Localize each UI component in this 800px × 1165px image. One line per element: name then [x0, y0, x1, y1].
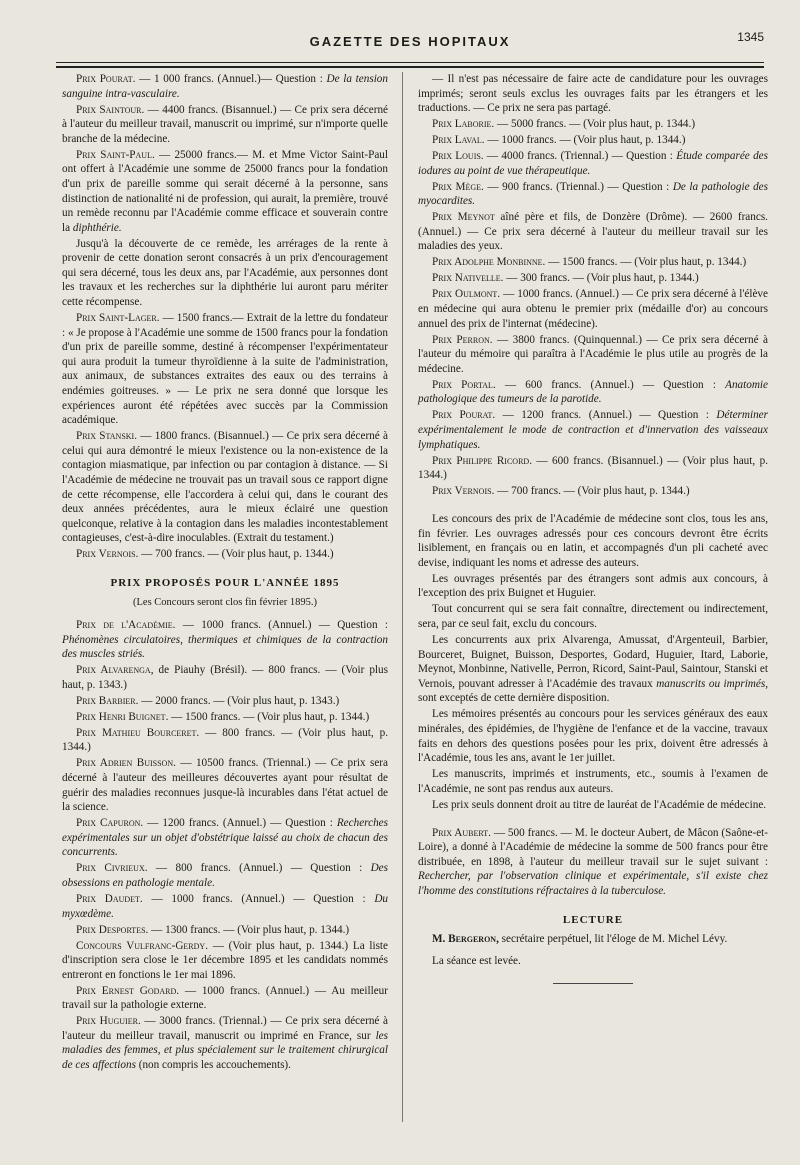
paragraph-prix-pourat: Prix Pourat. — 1 000 francs. (Annuel.)— Question : De la tension sanguine intra-vasculaire. — [62, 73, 388, 100]
paragraph-prix-aubert: Prix Aubert. — 500 francs. — M. le docteur Aubert, de Mâcon (Saône-et-Loire), a donné à l'Académie de médecine la somme de 500 francs pour être distribuée, en 1898, à l'auteur du meilleur travail sur le sujet suivant : Rechercher, par l'observation clinique et expérimentale, s'il existe chez l'homme des constitutions réfractaires à la tuberculose. — [418, 826, 769, 898]
paragraph-prix-portal: Prix Portal. — 600 francs. (Annuel.) — Question : Anatomie pathologique des tumeurs de la parotide. — [418, 378, 768, 406]
paragraph-closing: La séance est levée. — [432, 955, 521, 968]
section-subtitle: (Les Concours seront clos fin février 1895.) — [133, 596, 317, 608]
paragraph-prix-perron: Prix Perron. — 3800 francs. (Quinquennal.) — Ce prix sera décerné à l'auteur du mémoire qui paraîtra à l'Académie le plus utile au progrès de la médecine. — [418, 333, 768, 375]
paragraph-prix-oulmont: Prix Oulmont. — 1000 francs. (Annuel.) — Ce prix sera décerné à l'élève en médecine qui aura obtenu le premier prix (médaille d'or) au concours annuel des prix de l'internat (médecine). — [418, 288, 768, 330]
page-number: 1345 — [737, 30, 764, 44]
paragraph-prix-saintour: Prix Saintour. — 4400 francs. (Bisannuel.) — Ce prix sera décerné à l'auteur du meilleur travail, manuscrit ou imprimé, sur n'importe quelle branche de la médecine. — [62, 103, 388, 145]
paragraph-prix-mege: Prix Mège. — 900 francs. (Triennal.) — Question : De la pathologie des myocardites. — [418, 180, 769, 208]
paragraph-lecture: M. Bergeron, secrétaire perpétuel, lit l'éloge de M. Michel Lévy. — [432, 933, 728, 946]
paragraph-prix-capuron: Prix Capuron. — 1200 francs. (Annuel.) — Question : Recherches expérimentales sur un objet d'obstétrique laissé au choix de chacun des concurrents. — [62, 817, 388, 859]
page-header — [56, 30, 764, 56]
paragraph-manuscrits: Les manuscrits, imprimés et instruments, etc., soumis à l'examen de l'Académie, ne sont pas rendus aux auteurs. — [418, 768, 768, 795]
paragraph-prix-ricord: Prix Philippe Ricord. — 600 francs. (Bisannuel.) — (Voir plus haut, p. 1344.) — [418, 454, 768, 482]
spacer — [418, 814, 768, 826]
paragraph-prix-buignet: Prix Henri Buignet. — 1500 francs. — (Voir plus haut, p. 1344.) — [76, 710, 370, 723]
column-divider — [402, 72, 403, 1122]
paragraph-prix-laborie: Prix Laborie. — 5000 francs. — (Voir plus haut, p. 1344.) — [432, 118, 696, 131]
left-column — [62, 72, 388, 1074]
paragraph-prix-saint-paul: Prix Saint-Paul. — 25000 francs.— M. et Mme Victor Saint-Paul ont offert à l'Académie une somme de 25000 francs pour la fondation d'un prix de pareille somme qui serait décerné à la personne, sans distinction de nationalité ni de profession, qui aurait, la première, trouvé un remède reconnu par l'Académie comme efficace et souverain contre la diphthérie. — [62, 148, 388, 234]
right-column — [418, 72, 768, 984]
paragraph-concours-gerdy: Concours Vulfranc-Gerdy. — (Voir plus haut, p. 1344.) La liste d'inscription sera close le 1er décembre 1895 et les candidats nommés entreront en fonctions le 1er mai 1896. — [62, 939, 388, 981]
header-rule — [56, 62, 764, 63]
lecture-title: LECTURE — [562, 913, 624, 926]
end-rule — [553, 983, 633, 984]
paragraph-prix-saint-lager: Prix Saint-Lager. — 1500 francs.— Extrait de la lettre du fondateur : « Je propose à l'Académie une somme de 1500 francs pour la fondation d'un prix de pareille somme, destiné à récompenser l'expérimentateur qui aura produit la tumeur thyroïdienne à la suite de l'administration, aux animaux, de substances extraites des eaux ou des terrains à endémies goitreuses. » — Le prix ne sera donné que lorsque les expériences auront été répétées avec succès par la Commission académique. — [62, 312, 388, 427]
paragraph-prix-huguier: Prix Huguier. — 3000 francs. (Triennal.) — Ce prix sera décerné à l'auteur du meilleur travail, manuscrit ou imprimé en France, sur les maladies des femmes, et plus spécialement sur le traitement chirurgical de ces affections (non compris les accouchements). — [62, 1015, 388, 1072]
paragraph-prix-meynot: Prix Meynot aîné père et fils, de Donzère (Drôme). — 2600 francs. (Annuel.) — Ce prix sera décerné à l'auteur du meilleur travail sur les maladies des yeux. — [418, 211, 768, 253]
paragraph-exceptions: Les concurrents aux prix Alvarenga, Amussat, d'Argenteuil, Barbier, Bourceret, Buignet, Buisson, Desportes, Godard, Huguier, Itard, Laborie, Meynot, Monbinne, Nativelle, Perron, Ricord, Saint-Paul, Saintour, Stanski et Vernois, pouvant adresser à l'Académie des travaux manuscrits ou imprimés, sont exceptés de cette dernière disposition. — [418, 634, 768, 705]
section-title: PRIX PROPOSÉS POUR L'ANNÉE 1895 — [110, 576, 340, 589]
running-title: GAZETTE DES HOPITAUX — [309, 34, 511, 49]
paragraph-exclusion: Tout concurrent qui se sera fait connaître, directement ou indirectement, sera, par ce seul fait, exclu du concours. — [418, 603, 768, 631]
paragraph-prix-bourceret: Prix Mathieu Bourceret. — 800 francs. — (Voir plus haut, p. 1344.) — [62, 726, 389, 754]
paragraph-prix-stanski: Prix Stanski. — 1800 francs. (Bisannuel.) — Ce prix sera décerné à celui qui aura démontré le mieux l'existence ou la non-existence de la contagion miasmatique, par infection ou par contagion à distance. — Si l'Académie de médecine ne trouvait pas un travail sous ce rapport digne de cette récompense, elle l'accordera à celui qui, dans le courant des deux années précédentes, aura le mieux éclairé une question quelconque, relative à la contagion dans les maladies incontestablement contagieuses, c'est-à-dire inoculables. (Extrait du testament.) — [62, 430, 388, 545]
paragraph-foreign-works: Les ouvrages présentés par des étrangers sont admis aux concours, à l'exception des prix Buignet et Huguier. — [418, 572, 768, 600]
paragraph-memoires: Les mémoires présentés au concours pour les services généraux des eaux minérales, des épidémies, de l'hygiène de l'enfance et de la vaccine, travaux faits en dehors des questions posées pour les prix, doivent être adressés à l'Académie, tous les ans, avant le 1er juillet. — [418, 708, 768, 765]
paragraph-prix-laval: Prix Laval. — 1000 francs. — (Voir plus haut, p. 1344.) — [432, 134, 686, 147]
paragraph-prix-daudet: Prix Daudet. — 1000 francs. (Annuel.) — Question : Du myxœdème. — [62, 892, 388, 920]
paragraph-prix-civrieux: Prix Civrieux. — 800 francs. (Annuel.) — Question : Des obsessions en pathologie mentale. — [62, 862, 388, 889]
paragraph-prix-pourat-2: Prix Pourat. — 1200 francs. (Annuel.) — Question : Déterminer expérimentalement le mode de contraction et d'innervation des vaisseaux lymphatiques. — [418, 409, 768, 451]
paragraph-laureat: Les prix seuls donnent droit au titre de lauréat de l'Académie de médecine. — [432, 798, 767, 811]
paragraph-prix-vernois-2: Prix Vernois. — 700 francs. — (Voir plus haut, p. 1344.) — [432, 485, 690, 498]
header-rule-double — [56, 66, 764, 68]
paragraph-concours-rules: Les concours des prix de l'Académie de médecine sont clos, tous les ans, fin février. Les ouvrages adressés pour ces concours devront être écrits lisiblement, en français ou en latin, et accompagnés d'un pli cacheté avec devise, indiquant les noms et adresse des auteurs. — [418, 513, 768, 569]
paragraph-prix-academie: Prix de l'Académie. — 1000 francs. (Annuel.) — Question : Phénomènes circulatoires, thermiques et chimiques de la contraction des muscles striés. — [62, 619, 388, 661]
paragraph-prix-nativelle: Prix Nativelle. — 300 francs. — (Voir plus haut, p. 1344.) — [432, 272, 699, 285]
paragraph-prix-buisson: Prix Adrien Buisson. — 10500 francs. (Triennal.) — Ce prix sera décerné à l'auteur des meilleures découvertes ayant pour résultat de guérir des maladies reconnues jusque-là incurables dans l'état actuel de la science. — [62, 757, 388, 814]
paragraph-prix-godard: Prix Ernest Godard. — 1000 francs. (Annuel.) — Au meilleur travail sur la pathologie externe. — [62, 984, 388, 1012]
spacer — [418, 500, 768, 512]
paragraph-prix-vernois: Prix Vernois. — 700 francs. — (Voir plus haut, p. 1344.) — [76, 548, 334, 561]
paragraph-saint-paul-continued: Jusqu'à la découverte de ce remède, les arrérages de la rente à provenir de cette donation seront consacrés à un prix d'encouragement qui sera décerné, tous les deux ans, par l'Académie, aux personnes dont les travaux et les recherches sur la diphthérie lui auront paru mériter cette récompense. — [62, 237, 388, 309]
paragraph-prix-alvarenga: Prix Alvarenga, de Piauhy (Brésil). — 800 francs. — (Voir plus haut, p. 1343.) — [62, 664, 388, 691]
paragraph-candidature-note: — Il n'est pas nécessaire de faire acte de candidature pour les ouvrages imprimés; seront seuls exclus les ouvrages faits par les étrangers et les traductions. — Ce prix ne sera pas partagé. — [418, 73, 768, 115]
paragraph-prix-monbinne: Prix Adolphe Monbinne. — 1500 francs. — (Voir plus haut, p. 1344.) — [432, 256, 747, 269]
paragraph-prix-louis: Prix Louis. — 4000 francs. (Triennal.) — Question : Étude comparée des iodures au point de vue thérapeutique. — [418, 150, 768, 177]
paragraph-prix-desportes: Prix Desportes. — 1300 francs. — (Voir plus haut, p. 1344.) — [76, 923, 350, 936]
paragraph-prix-barbier: Prix Barbier. — 2000 francs. — (Voir plus haut, p. 1343.) — [76, 694, 340, 707]
